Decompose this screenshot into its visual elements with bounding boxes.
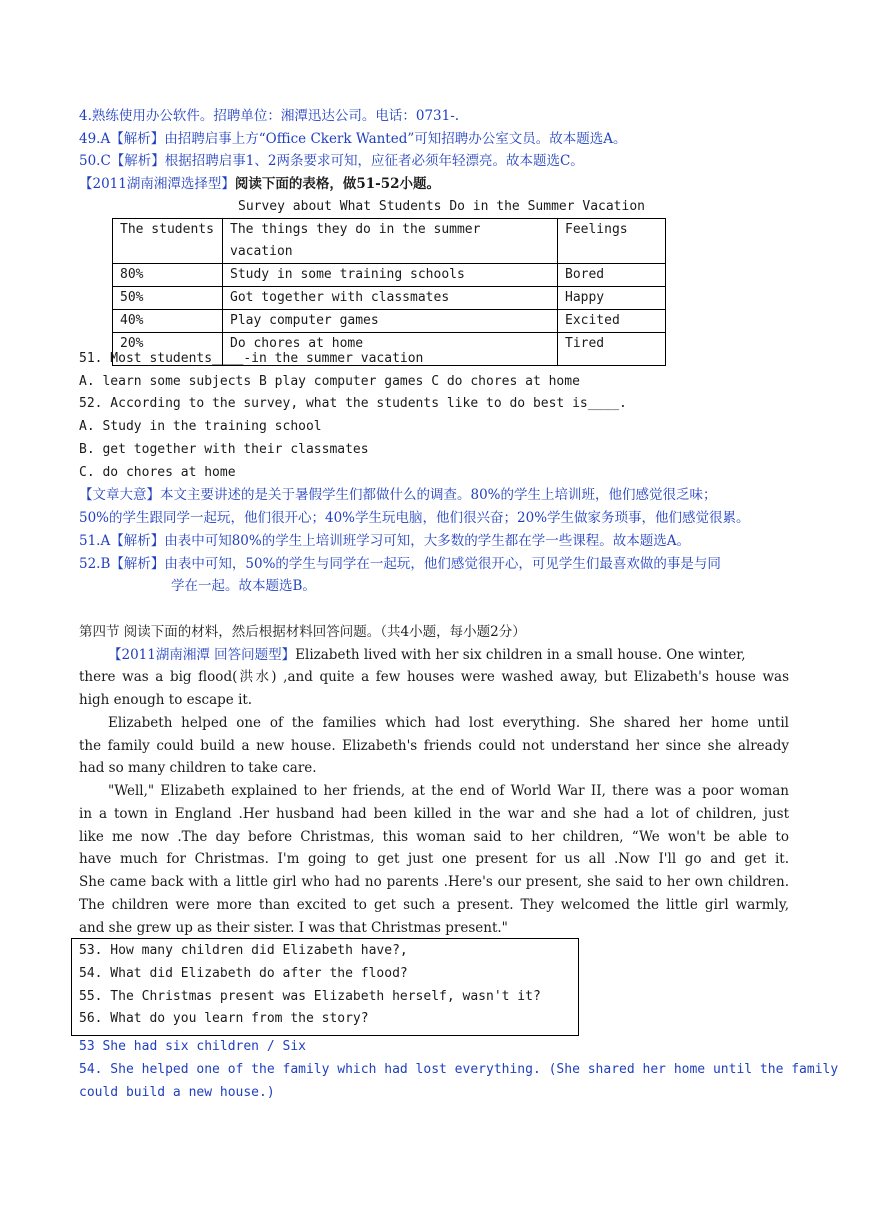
table-header-cell: The students — [113, 219, 223, 264]
section-instruction: 阅读下面的表格，做51-52小题。 — [234, 176, 441, 192]
answer-52-line-2: 学在一起。故本题选B。 — [171, 578, 316, 594]
passage-text: Elizabeth lived with her six children in a small house. One winter, — [295, 647, 746, 663]
answer-54-line-2: could build a new house.) — [79, 1085, 275, 1100]
section-4-title: 第四节 阅读下面的材料，然后根据材料回答问题。（共4小题，每小题2分） — [79, 624, 526, 640]
table-cell: 80% — [113, 264, 223, 287]
answer-51: 51.A【解析】由表中可知80%的学生上培训班学习可知，大多数的学生都在学一些课程。故本题选A。 — [79, 533, 690, 549]
passage-p1-line-2: there was a big flood(洪水) ,and quite a few houses were washed away, but Elizabeth's house was — [79, 669, 789, 685]
table-cell: Happy — [558, 287, 666, 310]
answer-49: 49.A【解析】由招聘启事上方“Office Ckerk Wanted”可知招聘办公室文员。故本题选A。 — [79, 131, 627, 147]
table-row — [113, 287, 666, 310]
section-header — [79, 174, 440, 194]
question-52-option-a: A. Study in the training school — [79, 419, 322, 434]
passage-p2-line-2: the family could build a new house. Elizabeth's friends could not understand her since she already — [79, 738, 789, 754]
passage-p3-line-3: like me now .The day before Christmas, this woman said to her children, “We won't be able to — [79, 829, 789, 845]
passage-p3-line-4: have much for Christmas. I'm going to get just one present for us all .Now I'll go and get it. — [79, 851, 789, 867]
passage-p2-line-3: had so many children to take care. — [79, 760, 317, 776]
table-header-cell: The things they do in the summer vacation — [223, 219, 558, 264]
table-row — [113, 264, 666, 287]
question-52-option-c: C. do chores at home — [79, 465, 236, 480]
table-cell: Do chores at home — [223, 333, 558, 366]
answer-50: 50.C【解析】根据招聘启事1、2两条要求可知，应征者必须年轻漂亮。故本题选C。 — [79, 153, 584, 169]
table-header-cell: Feelings — [558, 219, 666, 264]
passage-p2-line-1: Elizabeth helped one of the families which had lost everything. She shared her home until — [108, 715, 789, 731]
question-53: 53. How many children did Elizabeth have?, — [79, 943, 408, 958]
question-52: 52. According to the survey, what the students like to do best is____. — [79, 396, 627, 411]
question-52-option-b: B. get together with their classmates — [79, 442, 369, 457]
table-cell: 40% — [113, 310, 223, 333]
passage-tag: 【2011湖南湘潭 回答问题型】 — [108, 647, 296, 663]
table-cell: Tired — [558, 333, 666, 366]
question-51: 51. Most students____-in the summer vacation — [79, 351, 424, 366]
table-cell: Study in some training schools — [223, 264, 558, 287]
passage-p3-line-7: and she grew up as their sister. I was that Christmas present." — [79, 920, 508, 936]
table-cell: 50% — [113, 287, 223, 310]
passage-p3-line-2: in a town in England .Her husband had been killed in the war and she had a lot of children, just — [79, 806, 789, 822]
question-55: 55. The Christmas present was Elizabeth herself, wasn't it? — [79, 989, 541, 1004]
question-54: 54. What did Elizabeth do after the flood? — [79, 966, 408, 981]
passage-p1-line-1 — [108, 645, 789, 665]
table-caption: Survey about What Students Do in the Summer Vacation — [238, 199, 645, 214]
passage-p1-line-3: high enough to escape it. — [79, 692, 253, 708]
table-cell: Play computer games — [223, 310, 558, 333]
passage-p3-line-1: "Well," Elizabeth explained to her friends, at the end of World War II, there was a poor woman — [108, 783, 789, 799]
answer-52-line-1: 52.B【解析】由表中可知，50%的学生与同学在一起玩，他们感觉很开心，可见学生们最喜欢做的事是与同 — [79, 556, 721, 572]
passage-p3-line-5: She came back with a little girl who had no parents .Here's our present, she said to her own children. — [79, 874, 789, 890]
answer-53: 53 She had six children / Six — [79, 1039, 306, 1054]
passage-p3-line-6: The children were more than excited to get such a present. They welcomed the little girl warmly, — [79, 897, 789, 913]
question-51-options: A. learn some subjects B play computer games C do chores at home — [79, 374, 580, 389]
summary-line-1: 【文章大意】本文主要讲述的是关于暑假学生们都做什么的调查。80%的学生上培训班，他们感觉很乏味； — [79, 487, 717, 503]
summary-line-2: 50%的学生跟同学一起玩，他们很开心；40%学生玩电脑，他们很兴奋；20%学生做家务琐事，他们感觉很累。 — [79, 510, 750, 526]
table-cell: 20% — [113, 333, 223, 366]
question-56: 56. What do you learn from the story? — [79, 1011, 369, 1026]
item-4-line: 4.熟练使用办公软件。招聘单位：湘潭迅达公司。电话：0731-. — [79, 108, 460, 124]
table-row — [113, 310, 666, 333]
survey-table — [112, 218, 666, 366]
table-cell: Bored — [558, 264, 666, 287]
answer-54-line-1: 54. She helped one of the family which had lost everything. (She shared her home until the family — [79, 1062, 839, 1077]
table-cell: Got together with classmates — [223, 287, 558, 310]
table-cell: Excited — [558, 310, 666, 333]
section-tag: 【2011湖南湘潭选择型】 — [79, 176, 235, 192]
table-header-row — [113, 219, 666, 264]
